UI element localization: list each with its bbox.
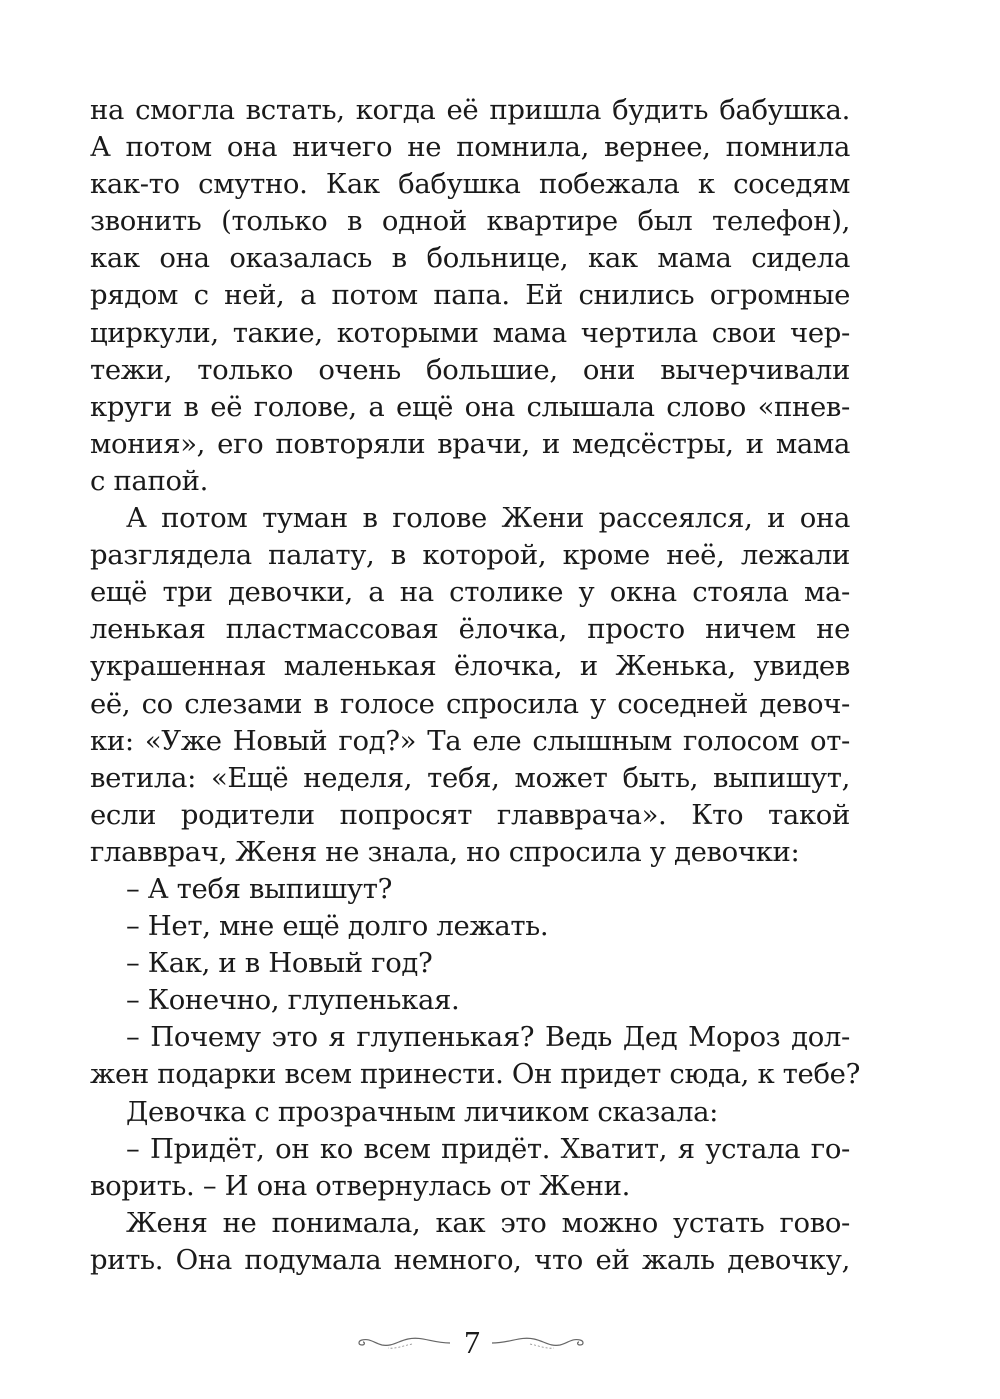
text-line: с папой. [90, 464, 209, 497]
text-line: главврач, Женя не знала, но спросила у девочки: [90, 835, 800, 868]
dialogue-line: – Придёт, он ко всем придёт. Хватит, я устала го- [126, 1132, 850, 1165]
text-line: рить. Она подумала немного, что ей жаль девочку, [90, 1243, 850, 1276]
body-text [90, 92, 860, 1279]
text-line: звонить (только в одной квартире был телефон), [90, 205, 850, 238]
dialogue-line: – Нет, мне ещё долго лежать. [126, 910, 549, 943]
flourish-right-icon [490, 1332, 590, 1352]
dialogue-line: – А тебя выпишут? [126, 872, 392, 905]
text-line: Девочка с прозрачным личиком сказала: [126, 1095, 719, 1128]
text-line: циркули, такие, которыми мама чертила свои чер- [90, 316, 850, 349]
text-line: как-то смутно. Как бабушка побежала к соседям [90, 168, 850, 201]
text-line: круги в её голове, а ещё она слышала слово «пнев- [90, 390, 850, 423]
text-line: ки: «Уже Новый год?» Та еле слышным голосом от- [90, 724, 850, 757]
text-line: А потом туман в голове Жени рассеялся, и она [126, 502, 850, 535]
text-line: жен подарки всем принести. Он придет сюда, к тебе? [90, 1058, 860, 1091]
dialogue-line: – Конечно, глупенькая. [126, 984, 460, 1017]
text-line: ворить. – И она отвернулась от Жени. [90, 1169, 630, 1202]
text-line: разглядела палату, в которой, кроме неё, лежали [90, 539, 850, 572]
text-line: ещё три девочки, а на столике у окна стояла ма- [90, 576, 850, 609]
text-line: украшенная маленькая ёлочка, и Женька, увидев [90, 650, 850, 683]
text-line: Женя не понимала, как это можно устать гово- [126, 1206, 850, 1239]
page-footer [0, 1318, 1000, 1378]
text-line: ветила: «Ещё неделя, тебя, может быть, выпишут, [90, 761, 850, 794]
text-line: рядом с ней, а потом папа. Ей снились огромные [90, 279, 850, 312]
text-line: ленькая пластмассовая ёлочка, просто ничем не [90, 613, 850, 646]
text-line: её, со слезами в голосе спросила у соседней девоч- [90, 687, 850, 720]
text-line: мония», его повторяли врачи, и медсёстры, и мама [90, 427, 850, 460]
text-line: тежи, только очень большие, они вычерчивали [90, 353, 850, 386]
text-line: как она оказалась в больнице, как мама сидела [90, 242, 850, 275]
text-line: на смогла встать, когда её пришла будить бабушка. [90, 94, 850, 126]
text-line: А потом она ничего не помнила, вернее, помнила [90, 131, 850, 164]
dialogue-line: – Как, и в Новый год? [126, 947, 433, 980]
flourish-left-icon [352, 1332, 452, 1352]
dialogue-line: – Почему это я глупенькая? Ведь Дед Мороз дол- [126, 1021, 850, 1054]
text-line: если родители попросят главврача». Кто такой [90, 798, 850, 831]
page-number: 7 [464, 1324, 480, 1360]
